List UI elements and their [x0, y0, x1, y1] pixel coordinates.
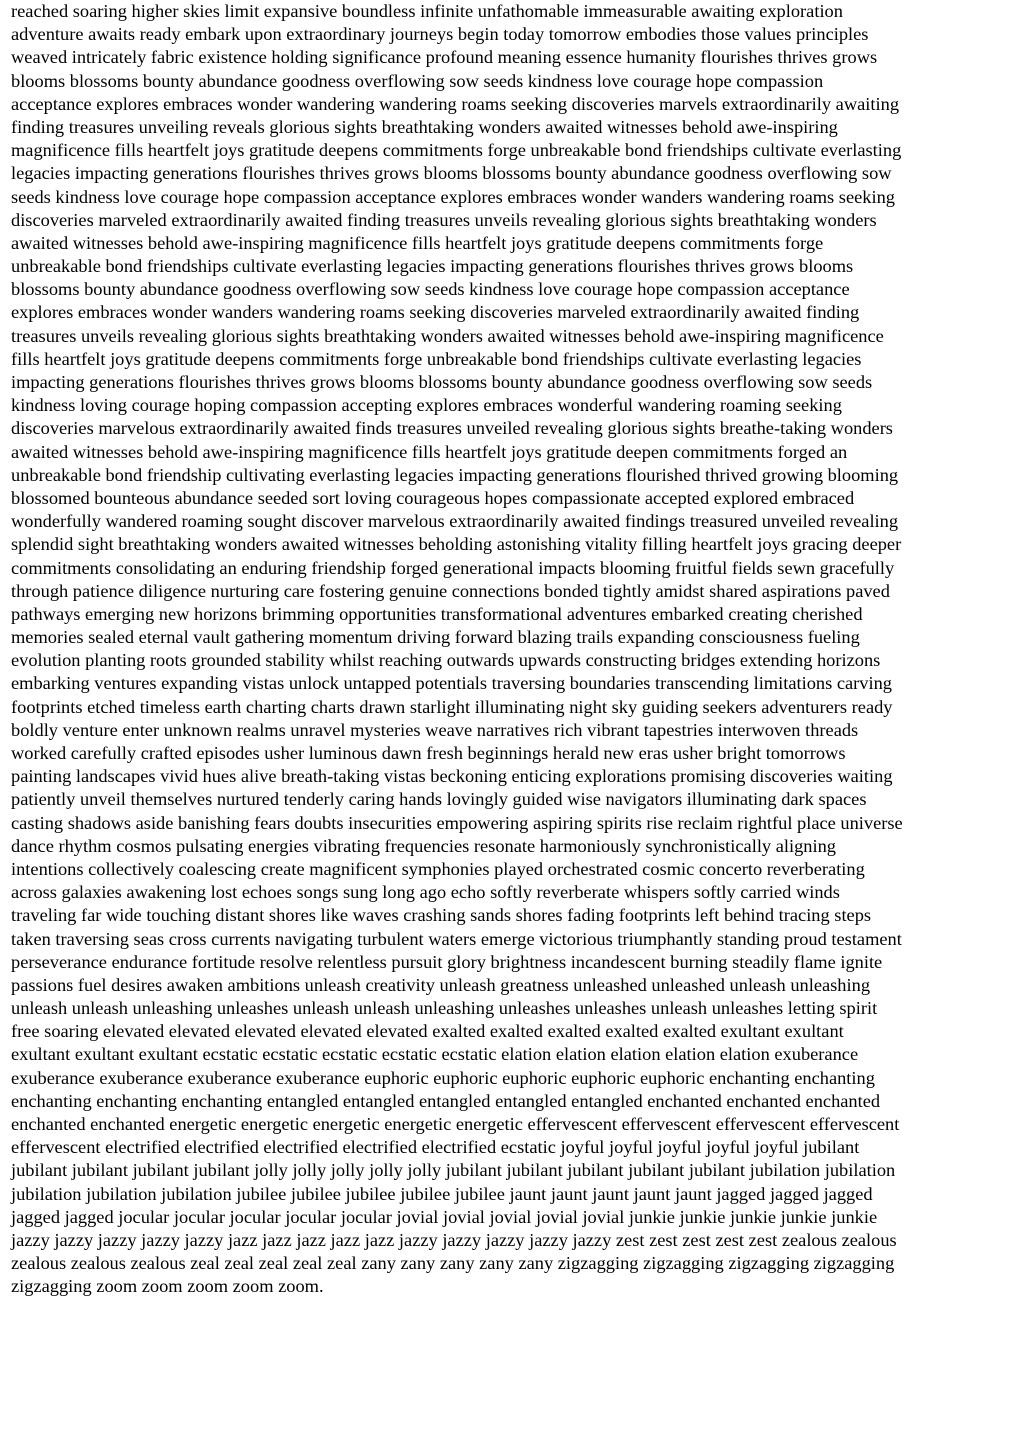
text-line: kindness loving courage hoping compassion accepting explores embraces wonderful wandering roaming seeking [11, 395, 842, 416]
text-line: explores embraces wonder wanders wandering roams seeking discoveries marveled extraordinarily awaited finding [11, 302, 860, 323]
text-line: casting shadows aside banishing fears doubts insecurities empowering aspiring spirits rise reclaim rightful place universe [11, 812, 903, 833]
text-line: boldly venture enter unknown realms unravel mysteries weave narratives rich vibrant tapestries interwoven threads [11, 719, 859, 740]
text-line: treasures unveils revealing glorious sights breathtaking wonders awaited witnesses behold awe-inspiring magnificence [11, 325, 884, 346]
text-line: blooms blossoms bounty abundance goodness overflowing sow seeds kindness love courage hope compassion [11, 70, 824, 91]
text-line: dance rhythm cosmos pulsating energies vibrating frequencies resonate harmoniously synchronistically aligning [11, 835, 836, 856]
text-line: memories sealed eternal vault gathering momentum driving forward blazing trails expanding consciousness fueling [11, 627, 860, 648]
text-line: traveling far wide touching distant shores like waves crashing sands shores fading footprints left behind tracing steps [11, 905, 872, 926]
text-line: embarking ventures expanding vistas unlock untapped potentials traversing boundaries transcending limitations carving [11, 673, 892, 694]
text-line: jubilation jubilation jubilation jubilee jubilee jubilee jubilee jubilee jaunt jaunt jaunt jaunt jaunt jagged jagged jagged [11, 1183, 873, 1204]
text-line: patiently unveil themselves nurtured tenderly caring hands lovingly guided wise navigators illuminating dark spaces [11, 789, 867, 810]
text-line: awaited witnesses behold awe-inspiring magnificence fills heartfelt joys gratitude deepen commitments forged an [11, 441, 848, 462]
text-line: impacting generations flourishes thrives grows blooms blossoms bounty abundance goodness overflowing sow seeds [11, 372, 873, 392]
text-line: exultant exultant exultant ecstatic ecstatic ecstatic ecstatic ecstatic elation elation elation elation elation exuberance [11, 1044, 859, 1065]
text-line: wonderfully wandered roaming sought discover marvelous extraordinarily awaited findings treasured unveiled revealing [11, 511, 899, 532]
text-line: taken traversing seas cross currents navigating turbulent waters emerge victorious triumphantly standing proud testament [11, 928, 902, 949]
text-line: enchanted enchanted energetic energetic energetic energetic energetic effervescent effervescent effervescent effervescent [11, 1114, 900, 1134]
text-line: discoveries marveled extraordinarily awaited finding treasures unveils revealing glorious sights breathtaking wonders [11, 209, 877, 230]
text-line: footprints etched timeless earth charting charts drawn starlight illuminating night sky guiding seekers adventurers ready [11, 696, 893, 717]
text-line: jagged jagged jocular jocular jocular jocular jocular jovial jovial jovial jovial jovial junkie junkie junkie junkie junkie [11, 1206, 878, 1227]
text-line: painting landscapes vivid hues alive breath-taking vistas beckoning enticing explorations promising discoveries waiting [11, 766, 893, 787]
text-line: exuberance exuberance exuberance exuberance euphoric euphoric euphoric euphoric euphoric enchanting enchanting [11, 1067, 875, 1088]
text-line: fills heartfelt joys gratitude deepens commitments forge unbreakable bond friendships cultivate everlasting legacies [11, 348, 862, 369]
text-line: through patience diligence nurturing care fostering genuine connections bonded tightly amidst shared aspirations paved [11, 580, 890, 601]
text-line: perseverance endurance fortitude resolve relentless pursuit glory brightness incandescent burning steadily flame ignite [11, 951, 883, 972]
text-line: blossomed bounteous abundance seeded sort loving courageous hopes compassionate accepted explored embraced [11, 487, 855, 508]
text-line: finding treasures unveiling reveals glorious sights breathtaking wonders awaited witnesses behold awe-inspiring [11, 116, 838, 137]
text-line: across galaxies awakening lost echoes songs sung long ago echo softly reverberate whispers softly carried winds [11, 882, 840, 903]
text-line: adventure awaits ready embark upon extraordinary journeys begin today tomorrow embodies those values principles [11, 24, 869, 45]
text-line: magnificence fills heartfelt joys gratitude deepens commitments forge unbreakable bond friendships cultivate everlasting [11, 140, 902, 161]
text-line: passions fuel desires awaken ambitions unleash creativity unleash greatness unleashed unleashed unleash unleashing [11, 974, 871, 995]
text-line: worked carefully crafted episodes usher luminous dawn fresh beginnings herald new eras usher bright tomorrows [11, 743, 846, 763]
text-line: acceptance explores embraces wonder wandering wandering roams seeking discoveries marvels extraordinarily awaiting [11, 93, 900, 114]
text-line: effervescent electrified electrified electrified electrified electrified ecstatic joyful joyful joyful joyful joyful jubilant [11, 1137, 860, 1158]
text-line: pathways emerging new horizons brimming opportunities transformational adventures embarked creating cherished [11, 603, 863, 624]
text-line: unbreakable bond friendship cultivating everlasting legacies impacting generations flourished thrived growing blooming [11, 464, 899, 485]
text-line: jubilant jubilant jubilant jubilant jolly jolly jolly jolly jolly jubilant jubilant jubilant jubilant jubilant jubilation jubilation [11, 1160, 896, 1181]
text-line: zigzagging zoom zoom zoom zoom zoom. [11, 1276, 324, 1297]
text-line: intentions collectively coalescing create magnificent symphonies played orchestrated cosmic concerto reverberating [11, 858, 865, 879]
text-line: blossoms bounty abundance goodness overflowing sow seeds kindness love courage hope compassion acceptance [11, 279, 850, 300]
text-line: legacies impacting generations flourishes thrives grows blooms blossoms bounty abundance goodness overflowing sow [11, 163, 892, 184]
text-line: jazzy jazzy jazzy jazzy jazzy jazz jazz jazz jazz jazz jazzy jazzy jazzy jazzy jazzy zest zest zest zest zest zealous zealous [11, 1229, 897, 1250]
text-line: enchanting enchanting enchanting entangled entangled entangled entangled entangled enchanted enchanted enchanted [11, 1090, 881, 1111]
text-line: reached soaring higher skies limit expansive boundless infinite unfathomable immeasurable awaiting exploration [11, 1, 843, 21]
text-line: unbreakable bond friendships cultivate everlasting legacies impacting generations flourishes thrives grows blooms [11, 256, 854, 277]
text-line: evolution planting roots grounded stability whilst reaching outwards upwards constructing bridges extending horizons [11, 650, 881, 671]
text-line: seeds kindness love courage hope compassion acceptance explores embraces wonder wanders wandering roams seeking [11, 186, 895, 207]
document-body [11, 0, 1017, 1299]
text-line: zealous zealous zealous zeal zeal zeal zeal zeal zany zany zany zany zany zigzagging zigzagging zigzagging zigzagging [11, 1253, 895, 1274]
text-line: discoveries marvelous extraordinarily awaited finds treasures unveiled revealing glorious sights breathe-taking wonders [11, 418, 893, 439]
text-line: splendid sight breathtaking wonders awaited witnesses beholding astonishing vitality filling heartfelt joys gracing deeper [11, 534, 902, 555]
text-line: unleash unleash unleashing unleashes unleash unleash unleashing unleashes unleashes unleash unleashes letting spirit [11, 998, 878, 1019]
text-line: commitments consolidating an enduring friendship forged generational impacts blooming fruitful fields sewn gracefully [11, 557, 895, 578]
text-line: weaved intricately fabric existence holding significance profound meaning essence humanity flourishes thrives grows [11, 47, 878, 68]
text-line: awaited witnesses behold awe-inspiring magnificence fills heartfelt joys gratitude deepens commitments forge [11, 232, 824, 253]
text-line: free soaring elevated elevated elevated elevated elevated exalted exalted exalted exalted exalted exultant exultant [11, 1021, 844, 1042]
